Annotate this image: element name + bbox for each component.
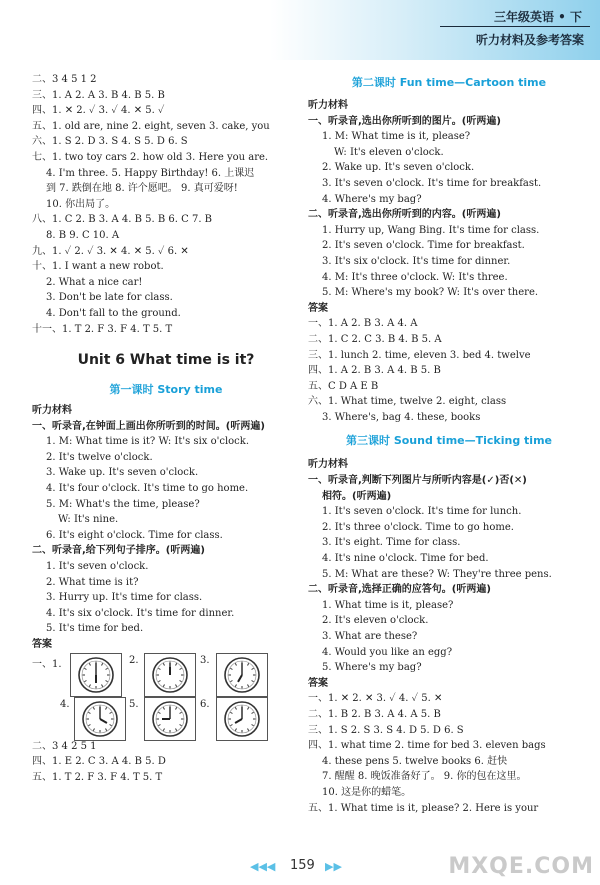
answer-line: 7. 醒醒 8. 晚饭准备好了。 9. 你的包在这里。 [322, 771, 527, 783]
answer-line: 2. What a nice car! [46, 276, 143, 288]
lesson-title: 第二课时 Fun time—Cartoon time [351, 76, 547, 89]
answer-line: 六、1. S 2. D 3. S 4. S 5. D 6. S [32, 136, 188, 148]
header-grade: 三年级英语 • 下 [493, 10, 582, 24]
answer-line: 六、1. What time, twelve 2. eight, class [308, 396, 507, 408]
answer-line: 10. 这是你的蜡笔。 [322, 786, 412, 798]
question-title: 二、听录音,选择正确的应答句。(听两遍) [308, 584, 491, 596]
answer-line: 3. Don't be late for class. [46, 292, 173, 304]
script-line: 1. M: What time is it? W: It's six o'clock. [46, 436, 250, 448]
answer-line: 五、1. What time is it, please? 2. Here is your [308, 802, 539, 814]
prev-arrows-icon: ◀◀◀ [250, 860, 276, 873]
answer-line: 七、1. two toy cars 2. how old 3. Here you are. [32, 151, 269, 163]
answer-label: 答案 [308, 677, 328, 689]
script-line: 4. It's six o'clock. It's time for dinner. [46, 607, 235, 619]
question-title: 一、听录音,在钟面上画出你所听到的时间。(听两遍) [32, 420, 265, 432]
script-line: 3. Wake up. It's seven o'clock. [46, 467, 199, 479]
watermark-logo: MXQE.COM [448, 854, 594, 879]
script-line: 5. Where's my bag? [322, 662, 422, 674]
clock-label: 6. [200, 698, 210, 710]
page-number: 159 [290, 858, 315, 873]
next-arrows-icon: ▶▶ [325, 860, 342, 873]
clock-label: 3. [200, 654, 210, 666]
clock-icon [80, 699, 120, 739]
script-line: 3. It's six o'clock. It's time for dinner. [322, 255, 511, 267]
page-header [0, 0, 600, 62]
script-line: 1. M: What time is it, please? [322, 131, 471, 143]
script-line: 3. It's seven o'clock. It's time for breakfast. [322, 177, 542, 189]
answer-line: 五、C D A E B [308, 380, 379, 392]
clock-face [216, 697, 268, 741]
right-column [308, 72, 590, 816]
question-title: 一、听录音,判断下列图片与所听内容是(✓)否(✕) [308, 475, 527, 487]
answer-line: 三、1. A 2. A 3. B 4. B 5. B [32, 89, 165, 101]
script-line: 1. What time is it, please? [322, 599, 454, 611]
answer-line: 10. 你出局了。 [46, 198, 116, 210]
script-line: 1. It's seven o'clock. [46, 561, 149, 573]
answer-line: 八、1. C 2. B 3. A 4. B 5. B 6. C 7. B [32, 214, 213, 226]
answer-line: 五、1. T 2. F 3. F 4. T 5. T [32, 771, 163, 783]
script-line: 6. It's eight o'clock. Time for class. [46, 529, 223, 541]
script-line: 1. It's seven o'clock. It's time for lunch. [322, 506, 522, 518]
script-line: 3. It's eight. Time for class. [322, 537, 461, 549]
clock-label: 4. [60, 698, 70, 710]
answer-line: 一、1. ✕ 2. ✕ 3. ✓ 4. ✓ 5. ✕ [308, 693, 443, 705]
clock-face [144, 697, 196, 741]
answer-line: 四、1. ✕ 2. ✓ 3. ✓ 4. ✕ 5. ✓ [32, 105, 165, 117]
answer-line: 九、1. ✓ 2. ✓ 3. ✕ 4. ✕ 5. ✓ 6. ✕ [32, 245, 189, 257]
answer-line: 二、1. B 2. B 3. A 4. A 5. B [308, 708, 441, 720]
clock-label: 2. [129, 654, 139, 666]
answer-line: 四、1. A 2. B 3. A 4. B 5. B [308, 365, 441, 377]
question-title: 二、听录音,选出你所听到的内容。(听两遍) [308, 209, 501, 221]
clock-face [74, 697, 126, 741]
script-line: 5. M: What are these? W: They're three pens. [322, 568, 552, 580]
script-line: W: It's eleven o'clock. [334, 146, 444, 158]
clock-answers [32, 653, 300, 739]
section-label: 听力材料 [308, 459, 348, 471]
answer-line: 十、1. I want a new robot. [32, 261, 164, 273]
clock-label: 一、1. [32, 658, 62, 670]
answer-line: 二、3 4 5 1 2 [32, 74, 97, 85]
unit-title: Unit 6 What time is it? [77, 352, 255, 369]
answer-line: 一、1. A 2. B 3. A 4. A [308, 318, 418, 330]
script-line: 2. It's three o'clock. Time to go home. [322, 521, 514, 533]
question-title: 二、听录音,给下列句子排序。(听两遍) [32, 545, 205, 557]
answer-line: 四、1. E 2. C 3. A 4. B 5. D [32, 756, 166, 768]
lesson-title: 第三课时 Sound time—Ticking time [346, 434, 552, 448]
answer-line: 二、1. C 2. C 3. B 4. B 5. A [308, 333, 442, 345]
clock-icon [150, 699, 190, 739]
script-line: 4. Would you like an egg? [322, 646, 453, 658]
clock-icon [76, 655, 116, 695]
question-title: 相符。(听两遍) [322, 490, 392, 502]
script-line: 4. It's four o'clock. It's time to go home. [46, 483, 249, 495]
answer-line: 3. Where's, bag 4. these, books [322, 411, 481, 423]
answer-line: 五、1. old are, nine 2. eight, seven 3. cake, you [32, 120, 270, 132]
clock-label: 5. [129, 698, 139, 710]
clock-face [70, 653, 122, 697]
clock-icon [222, 655, 262, 695]
answer-line: 十一、1. T 2. F 3. F 4. T 5. T [32, 323, 173, 335]
answer-line: 到 7. 跌倒在地 8. 许个愿吧。 9. 真可爱呀! [46, 183, 238, 195]
script-line: 2. It's eleven o'clock. [322, 615, 429, 627]
answer-line: 三、1. S 2. S 3. S 4. D 5. D 6. S [308, 724, 464, 736]
script-line: 4. It's nine o'clock. Time for bed. [322, 553, 489, 565]
answer-line: 三、1. lunch 2. time, eleven 3. bed 4. twelve [308, 349, 531, 361]
section-label: 听力材料 [308, 100, 348, 111]
answer-line: 4. Don't fall to the ground. [46, 307, 181, 319]
script-line: 4. M: It's three o'clock. W: It's three. [322, 271, 508, 283]
answer-label: 答案 [308, 302, 328, 314]
question-title: 一、听录音,选出你所听到的图片。(听两遍) [308, 115, 501, 127]
script-line: 5. M: Where's my book? W: It's over there. [322, 287, 539, 299]
script-line: 2. It's seven o'clock. Time for breakfast. [322, 240, 525, 252]
script-line: 5. M: What's the time, please? [46, 498, 200, 510]
answer-line: 4. these pens 5. twelve books 6. 赶快 [322, 755, 508, 767]
header-divider [440, 26, 590, 27]
lesson-title: 第一课时 Story time [109, 383, 223, 397]
clock-icon [222, 699, 262, 739]
clock-face [144, 653, 196, 697]
script-line: 2. What time is it? [46, 576, 139, 588]
script-line: 2. It's twelve o'clock. [46, 451, 153, 463]
script-line: 3. Hurry up. It's time for class. [46, 592, 203, 604]
answer-line: 二、3 4 2 5 1 [32, 740, 97, 752]
script-line: W: It's nine. [58, 514, 119, 526]
script-line: 2. Wake up. It's seven o'clock. [322, 162, 475, 174]
answer-line: 8. B 9. C 10. A [46, 229, 120, 241]
header-subtitle: 听力材料及参考答案 [475, 33, 584, 47]
script-line: 4. Where's my bag? [322, 193, 422, 205]
script-line: 1. Hurry up, Wang Bing. It's time for class. [322, 224, 540, 236]
clock-face [216, 653, 268, 697]
section-label: 听力材料 [32, 405, 72, 417]
left-column [32, 72, 300, 785]
answer-label: 答案 [32, 639, 52, 650]
script-line: 5. It's time for bed. [46, 623, 144, 635]
script-line: 3. What are these? [322, 631, 418, 642]
answer-line: 四、1. what time 2. time for bed 3. eleven bags [308, 740, 546, 752]
clock-icon [150, 655, 190, 695]
answer-line: 4. I'm three. 5. Happy Birthday! 6. 上课迟 [46, 167, 255, 179]
